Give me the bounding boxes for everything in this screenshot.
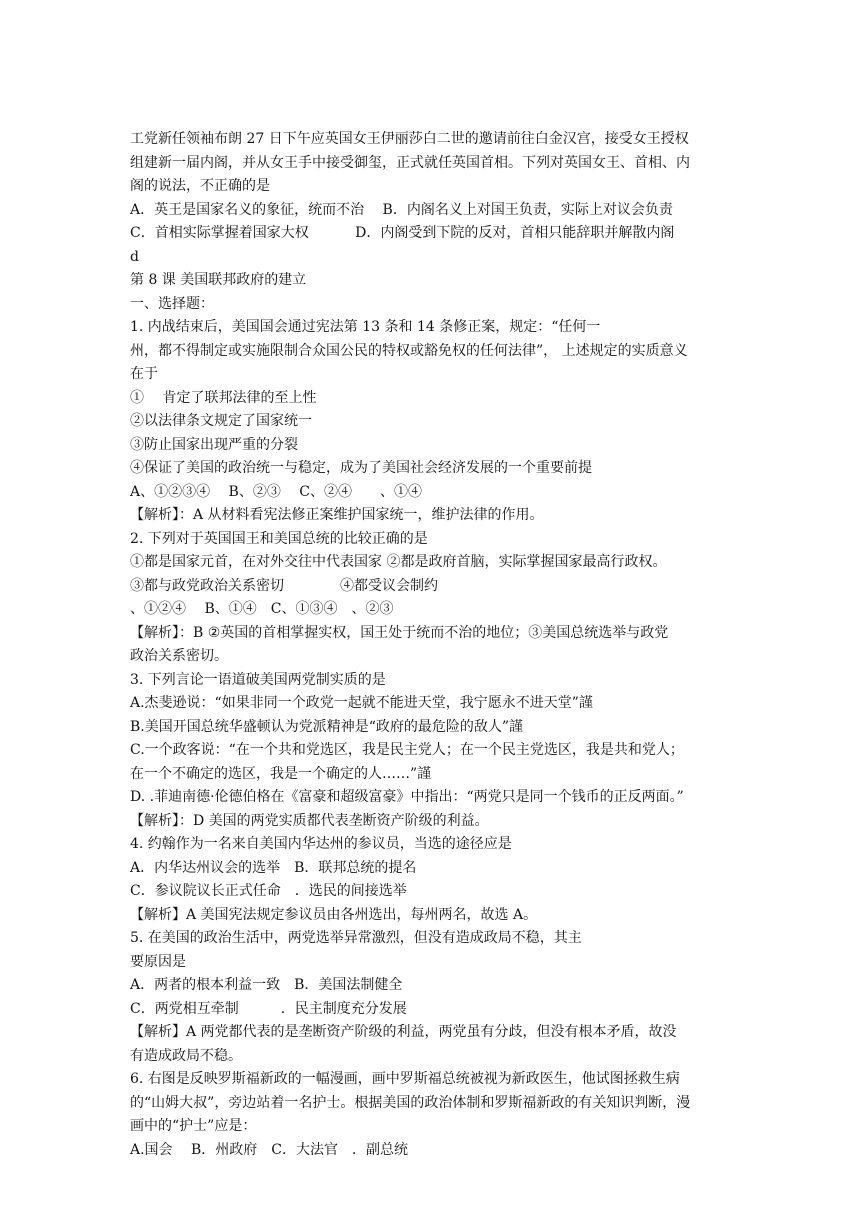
lesson-title: 第 8 课 美国联邦政府的建立 (130, 272, 307, 288)
question-3: 3. 下列言论一语道破美国两党制实质的是 (130, 671, 386, 688)
analysis-line: 【解析】A 两党都代表的是垄断资产阶级的利益，两党虽有分歧，但没有根本矛盾，故没 (130, 1024, 677, 1040)
document-page (130, 128, 736, 1162)
option-line: D. .菲迪南德·伦德伯格在《富豪和超级富豪》中指出：“两党只是同一个钱币的正反两面。” (130, 789, 684, 805)
option-line: C．首相实际掌握着国家大权 D．内阁受到下院的反对，首相只能辞职并解散内阁 (130, 225, 675, 241)
option-line: A．内华达州议会的选举 B．联邦总统的提名 (130, 859, 417, 876)
option-line: C．参议院议长正式任命 ．选民的间接选举 (130, 883, 407, 899)
analysis-line: 【解析】：A 从材料看宪法修正案维护国家统一，维护法律的作用。 (130, 507, 544, 523)
question-5: 5. 在美国的政治生活中，两党选举异常激烈，但没有造成政局不稳，其主 (130, 930, 582, 946)
analysis-line: 【解析】：D 美国的两党实质都代表垄断资产阶级的利益。 (130, 812, 489, 829)
statement-line: ③都与政党政治关系密切 ④都受议会制约 (130, 577, 438, 594)
analysis-line: 【解析】：B ②英国的首相掌握实权，国王处于统而不治的地位；③美国总统选举与政党 (130, 624, 669, 641)
text-line: 有造成政局不稳。 (130, 1047, 242, 1064)
statement-line: ④保证了美国的政治统一与稳定，成为了美国社会经济发展的一个重要前提 (130, 460, 592, 476)
text-line: 组建新一届内阁，并从女王手中接受御玺，正式就任英国首相。下列对英国女王、首相、内 (130, 154, 690, 171)
option-line: A．英王是国家名义的象征，统而不治 B．内阁名义上对国王负责，实际上对议会负责 (130, 201, 673, 218)
statement-line: ①都是国家元首，在对外交往中代表国家 ②都是政府首脑，实际掌握国家最高行政权。 (130, 554, 667, 570)
question-4: 4. 约翰作为一名来自美国内华达州的参议员，当选的途径应是 (130, 836, 512, 852)
option-line: A．两者的根本利益一致 B．美国法制健全 (130, 977, 403, 993)
question-1: 1. 内战结束后，美国国会通过宪法第 13 条和 14 条修正案，规定：“任何一 (130, 319, 601, 335)
text-line: 的“山姆大叔”，旁边站着一名护士。根据美国的政治体制和罗斯福新政的有关知识判断，漫 (130, 1094, 691, 1111)
text-line: 要原因是 (130, 953, 186, 970)
section-heading: 一、选择题： (130, 295, 214, 312)
statement-line: ③防止国家出现严重的分裂 (130, 436, 298, 453)
text-line: 政治关系密切。 (130, 648, 228, 664)
option-line: B.美国开国总统华盛顿认为党派精神是“政府的最危险的敌人”謹 (130, 718, 524, 735)
text-line: 在一个不确定的选区，我是一个确定的人……”謹 (130, 765, 432, 782)
question-6: 6. 右图是反映罗斯福新政的一幅漫画，画中罗斯福总统被视为新政医生，他试图拯救生病 (130, 1071, 680, 1087)
option-line: 、①②④ B、①④ C、①③④ 、②③ (130, 601, 394, 617)
statement-line: ① 肯定了联邦法律的至上性 (130, 389, 317, 406)
analysis-line: 【解析】A 美国宪法规定参议员由各州选出，每州两名，故选 A。 (130, 906, 538, 923)
option-line: A.杰斐逊说：“如果非同一个政党一起就不能进天堂，我宁愿永不进天堂”謹 (130, 695, 593, 711)
statement-line: ②以法律条文规定了国家统一 (130, 413, 312, 429)
question-2: 2. 下列对于英国国王和美国总统的比较正确的是 (130, 530, 428, 547)
text-line: 州，都不得制定或实施限制合众国公民的特权或豁免权的任何法律”， 上述规定的实质意义 (130, 342, 688, 359)
text-line: 阁的说法，不正确的是 (130, 178, 270, 194)
option-line: A、①②③④ B、②③ C、②④ 、①④ (130, 483, 423, 500)
option-line: C.一个政客说：“在一个共和党选区，我是民主党人；在一个民主党选区，我是共和党人； (130, 742, 684, 758)
option-line: A.国会 B．州政府 C．大法官 ．副总统 (130, 1141, 409, 1158)
option-line: C．两党相互牵制 ．民主制度充分发展 (130, 1000, 407, 1017)
answer-line: d (130, 248, 139, 265)
text-line: 画中的“护士”应是： (130, 1118, 257, 1134)
text-line: 在于 (130, 366, 158, 382)
text-line: 工党新任领袖布朗 27 日下午应英国女王伊丽莎白二世的邀请前往白金汉宫，接受女王授权 (130, 131, 689, 147)
